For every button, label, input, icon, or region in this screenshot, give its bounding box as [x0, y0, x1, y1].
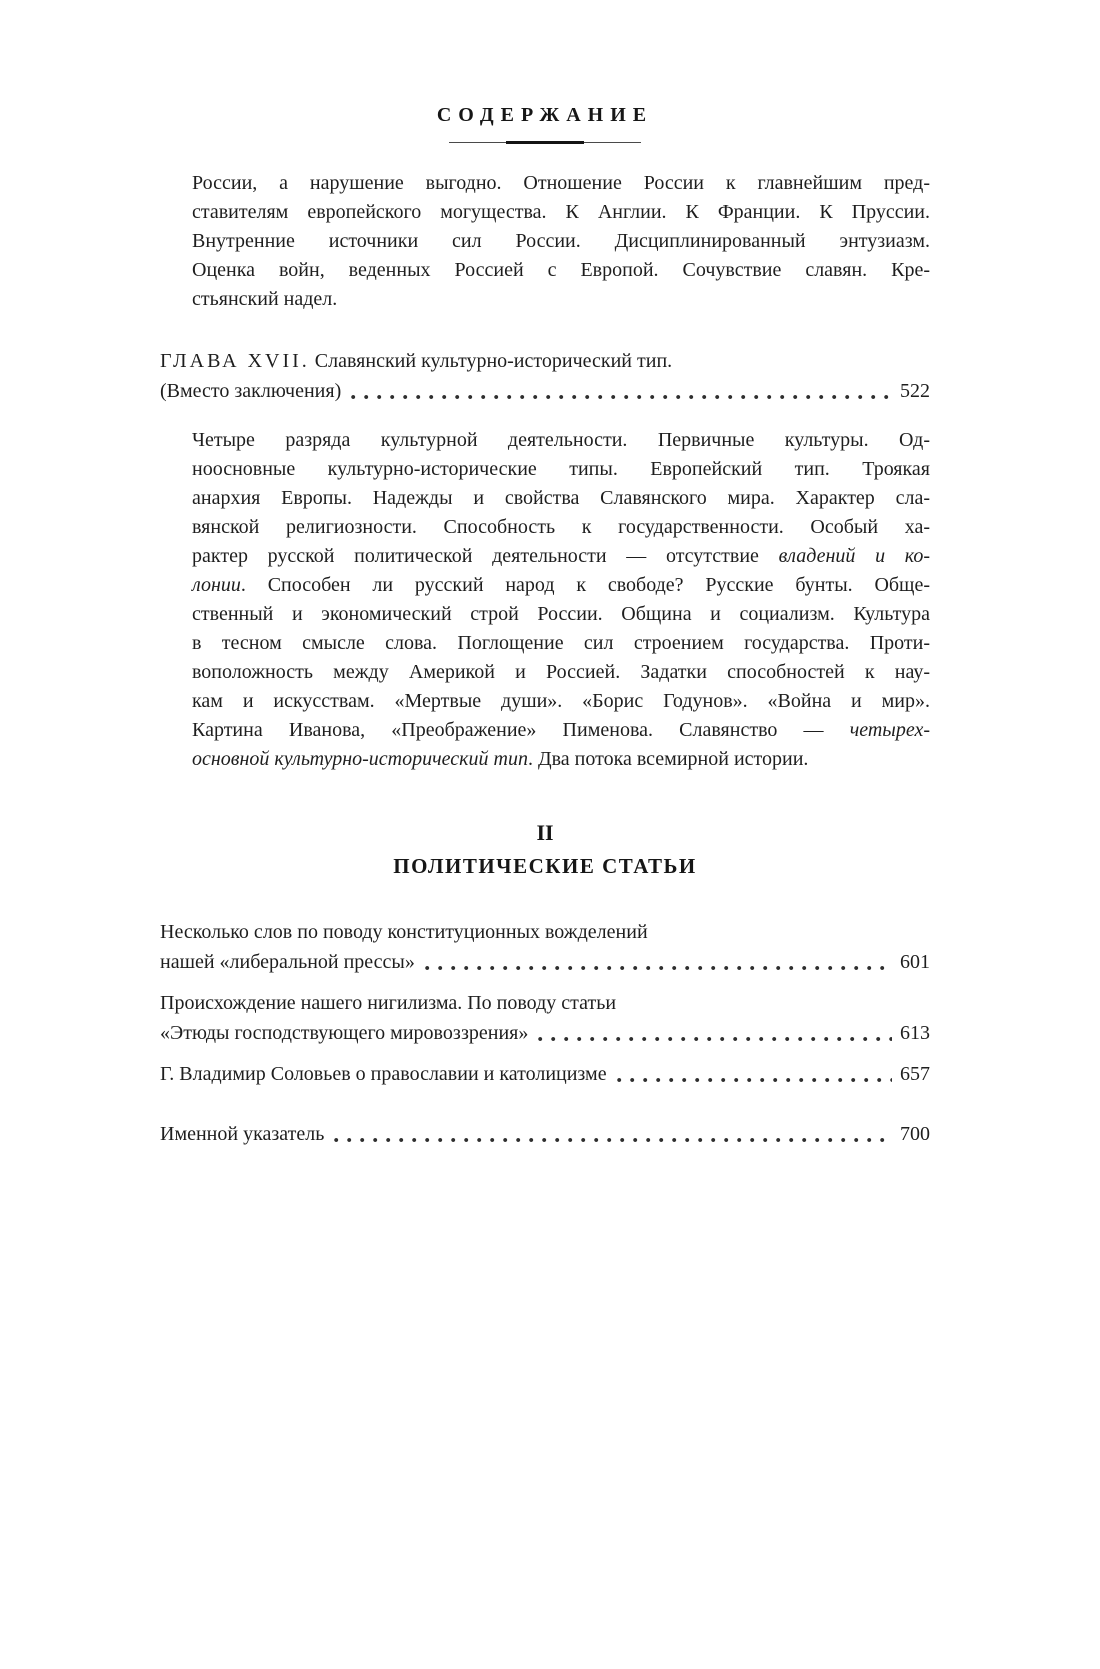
entry-text: Именной указатель	[160, 1123, 325, 1145]
entry-last-line	[160, 1018, 930, 1048]
text-line	[192, 169, 930, 198]
text-line	[192, 542, 930, 571]
text-line	[192, 745, 930, 774]
page-number: 601	[900, 951, 930, 973]
text-segment: Внутренние источники сил России. Дисциплинированный энтузиазм.	[192, 230, 930, 252]
text-segment: Четыре разряда культурной деятельности. Первичные культуры. Од-	[192, 429, 930, 451]
toc-entry	[160, 917, 930, 977]
italic-text-segment: четырех-	[849, 719, 930, 741]
text-segment: стьянский надел.	[192, 288, 338, 310]
text-line	[192, 687, 930, 716]
annotation-paragraph-intro	[192, 169, 930, 314]
text-segment: ставителям европейского могущества. К Англии. К Франции. К Пруссии.	[192, 201, 930, 223]
page-number: 613	[900, 1022, 930, 1044]
italic-text-segment: основной культурно-исторический тип	[192, 748, 528, 770]
leader-dots	[617, 1076, 892, 1084]
text-segment: ноосновные культурно-исторические типы. Европейский тип. Троякая	[192, 458, 930, 480]
entry-text: «Этюды господствующего мировоззрения»	[160, 1022, 529, 1044]
text-line	[192, 571, 930, 600]
text-segment: в тесном смысле слова. Поглощение сил строением государства. Проти-	[192, 632, 930, 654]
text-line	[192, 227, 930, 256]
text-segment: анархия Европы. Надежды и свойства Славянского мира. Характер сла-	[192, 487, 930, 509]
toc-entry	[160, 1119, 930, 1149]
annotation-paragraph-chapter	[192, 426, 930, 774]
chapter-title: Славянский культурно-исторический тип.	[309, 350, 673, 372]
text-segment: . Способен ли русский народ к свободе? Русские бунты. Обще-	[240, 574, 930, 596]
contents-title: СОДЕРЖАНИЕ	[436, 104, 654, 126]
part-number: II	[536, 820, 554, 845]
entry-last-line	[160, 1119, 930, 1149]
toc-entry	[160, 1059, 930, 1089]
entry-text: Г. Владимир Соловьев о православии и католицизме	[160, 1063, 607, 1085]
text-line	[192, 426, 930, 455]
text-segment: Картина Иванова, «Преображение» Пименова. Славянство —	[192, 719, 850, 741]
leader-dots	[334, 1136, 892, 1144]
leader-dots	[351, 393, 892, 401]
page-number: 700	[900, 1123, 930, 1145]
toc-entries	[160, 917, 930, 1149]
text-line	[192, 285, 930, 314]
entry-text: нашей «либеральной прессы»	[160, 951, 415, 973]
entry-last-line	[160, 947, 930, 977]
part-heading	[160, 820, 930, 879]
leader-dots	[538, 1035, 892, 1043]
entry-text-line: Несколько слов по поводу конституционных вожделений	[160, 921, 648, 943]
text-segment: воположность между Америкой и Россией. Задатки способностей к нау-	[192, 661, 930, 683]
text-segment: кам и искусствам. «Мертвые души». «Борис Годунов». «Война и мир».	[192, 690, 930, 712]
text-line	[192, 484, 930, 513]
italic-text-segment: лонии	[192, 574, 241, 596]
chapter-label: ГЛАВА XVII.	[160, 350, 310, 372]
title-rule	[449, 142, 641, 143]
text-line	[192, 198, 930, 227]
text-segment: рактер русской политической деятельности — отсутствие	[192, 545, 779, 567]
chapter-entry	[160, 346, 930, 406]
text-line	[192, 455, 930, 484]
text-line	[192, 658, 930, 687]
text-segment: России, а нарушение выгодно. Отношение России к главнейшим пред-	[192, 172, 930, 194]
chapter-subtitle: (Вместо заключения)	[160, 380, 342, 402]
page-number: 522	[900, 380, 930, 402]
text-segment: . Два потока всемирной истории.	[527, 748, 809, 770]
text-segment: ственный и экономический строй России. Община и социализм. Культура	[192, 603, 930, 625]
italic-text-segment: владений и ко-	[778, 545, 930, 567]
chapter-subtitle-line	[160, 376, 930, 406]
page-number: 657	[900, 1063, 930, 1085]
entry-text-line: Происхождение нашего нигилизма. По поводу статьи	[160, 992, 617, 1014]
text-line	[192, 256, 930, 285]
text-line	[192, 629, 930, 658]
page-header	[160, 104, 930, 143]
text-segment: вянской религиозности. Способность к государственности. Особый ха-	[192, 516, 930, 538]
text-line	[192, 716, 930, 745]
part-title: ПОЛИТИЧЕСКИЕ СТАТЬИ	[393, 854, 697, 878]
text-segment: Оценка войн, веденных Россией с Европой. Сочувствие славян. Кре-	[192, 259, 930, 281]
leader-dots	[425, 964, 892, 972]
text-line	[192, 600, 930, 629]
entry-last-line	[160, 1059, 930, 1089]
text-line	[192, 513, 930, 542]
chapter-title-line	[160, 346, 930, 376]
toc-entry	[160, 988, 930, 1048]
page-content	[160, 104, 930, 1149]
